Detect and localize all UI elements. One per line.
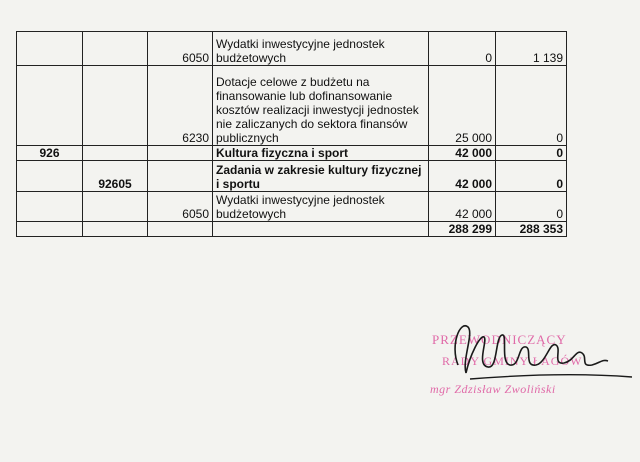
paragraph-cell [148,222,213,237]
description-cell: Zadania w zakresie kultury fizycznej i sportu [213,161,429,192]
section-cell [17,192,83,222]
amount-cell: 0 [429,32,496,66]
section-cell [17,32,83,66]
paragraph-cell [148,161,213,192]
description-cell: Wydatki inwestycyjne jednostek budżetowych [213,192,429,222]
chapter-cell [83,66,148,146]
chapter-cell [83,192,148,222]
chapter-cell: 92605 [83,161,148,192]
table-row [17,66,567,146]
description-cell [213,222,429,237]
table-row [17,161,567,192]
stamp-council: RADY GMINY ŁAGÓW [442,354,583,368]
budget-table [16,31,567,237]
stamp-name: mgr Zdzisław Zwoliński [430,382,556,396]
section-cell [17,222,83,237]
table-row [17,32,567,66]
description-cell: Kultura fizyczna i sport [213,146,429,161]
table-row [17,192,567,222]
section-cell [17,66,83,146]
amount-cell: 42 000 [429,192,496,222]
paragraph-cell [148,146,213,161]
chapter-cell [83,222,148,237]
description-cell: Wydatki inwestycyjne jednostek budżetowych [213,32,429,66]
chapter-cell [83,146,148,161]
amount-cell: 1 139 [496,32,567,66]
total-amount-cell: 288 353 [496,222,567,237]
amount-cell: 42 000 [429,146,496,161]
section-cell [17,161,83,192]
chapter-cell [83,32,148,66]
amount-cell: 25 000 [429,66,496,146]
total-amount-cell: 288 299 [429,222,496,237]
amount-cell: 0 [496,66,567,146]
handwritten-signature [440,315,640,395]
amount-cell: 0 [496,161,567,192]
section-cell: 926 [17,146,83,161]
paragraph-cell: 6050 [148,192,213,222]
amount-cell: 0 [496,146,567,161]
paragraph-cell: 6050 [148,32,213,66]
description-cell: Dotacje celowe z budżetu na finansowanie lub dofinansowanie kosztów realizacji inwestycji jednostek nie zaliczanych do sektora finansów publicznych [213,66,429,146]
amount-cell: 42 000 [429,161,496,192]
stamp-title: PRZEWODNICZĄCY [432,332,567,347]
total-row [17,222,567,237]
amount-cell: 0 [496,192,567,222]
table-row [17,146,567,161]
paragraph-cell: 6230 [148,66,213,146]
